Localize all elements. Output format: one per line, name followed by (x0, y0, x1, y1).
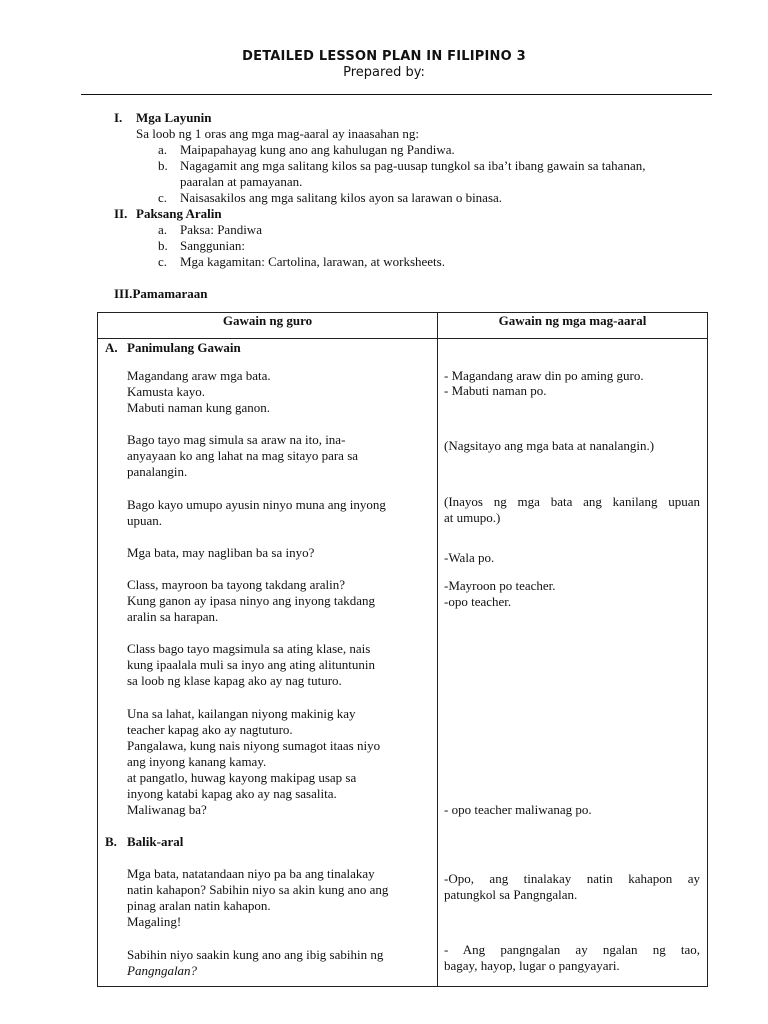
list-item (158, 222, 262, 238)
list-item (158, 142, 455, 158)
teacher-line: Bago kayo umupo ayusin ninyo muna ang inyong (127, 497, 386, 512)
part-a-heading (105, 340, 241, 356)
teacher-line: teacher kapag ako ay nagtuturo. (127, 722, 293, 737)
section-title: Pamamaraan (132, 286, 208, 301)
students-column (438, 339, 708, 987)
student-line: patungkol sa Pangngalan. (444, 887, 578, 902)
student-line: - opo teacher maliwanag po. (444, 802, 592, 817)
teacher-line: kung ipaalala muli sa inyo ang ating alituntunin (127, 657, 376, 672)
teacher-line: aralin sa harapan. (127, 609, 219, 624)
part-label: Balik-aral (127, 834, 184, 849)
student-line: - Mabuti naman po. (444, 383, 547, 398)
teacher-line: Pangalawa, kung nais niyong sumagot itaas niyo (127, 738, 381, 753)
teacher-line: panalangin. (127, 464, 188, 479)
teacher-line: Magandang araw mga bata. (127, 368, 271, 383)
document-title: DETAILED LESSON PLAN IN FILIPINO 3 (242, 49, 526, 64)
list-item-text: Nagagamit ang mga salitang kilos sa pag-uusap tungkol sa iba’t ibang gawain sa tahanan, (180, 158, 646, 173)
teacher-line: Kung ganon ay ipasa ninyo ang inyong takdang (127, 593, 376, 608)
list-item (158, 238, 245, 254)
teacher-line: anyayaan ko ang lahat na mag sitayo para sa (127, 448, 359, 463)
list-item-text: Mga kagamitan: Cartolina, larawan, at worksheets. (180, 254, 445, 269)
section-number: II. (114, 206, 128, 221)
teacher-line: ang inyong kanang kamay. (127, 754, 267, 769)
header-divider (81, 94, 712, 96)
student-line: - Ang pangngalan ay ngalan ng tao, (444, 942, 700, 957)
student-line: (Nagsitayo ang mga bata at nanalangin.) (444, 438, 655, 453)
student-line: bagay, hayop, lugar o pangyayari. (444, 958, 620, 973)
list-marker: c. (158, 254, 168, 269)
student-line: -Wala po. (444, 550, 495, 565)
teacher-line: Magaling! (127, 914, 182, 929)
list-marker: b. (158, 158, 168, 173)
procedure-table (97, 312, 708, 987)
list-item-text: Paksa: Pandiwa (180, 222, 262, 237)
part-marker: A. (105, 340, 118, 355)
list-marker: c. (158, 190, 168, 205)
layunin-intro: Sa loob ng 1 oras ang mga mag-aaral ay inaasahan ng: (136, 126, 420, 141)
teacher-line: Mga bata, natatandaan niyo pa ba ang tinalakay (127, 866, 375, 881)
part-b-heading (105, 834, 183, 850)
teacher-line: inyong katabi kapag ako ay nag sasalita. (127, 786, 337, 801)
column-header-teacher: Gawain ng guro (98, 313, 438, 339)
list-item (158, 158, 645, 174)
teacher-line: Maliwanag ba? (127, 802, 207, 817)
list-marker: b. (158, 238, 168, 253)
section-title: Paksang Aralin (136, 206, 222, 221)
teacher-line: Mabuti naman kung ganon. (127, 400, 270, 415)
list-item (158, 254, 445, 270)
list-item (158, 190, 502, 206)
list-item-text: Naisasakilos ang mga salitang kilos ayon sa larawan o binasa. (180, 190, 503, 205)
teacher-column (98, 339, 438, 987)
list-item-text: Maipapahayag kung ano ang kahulugan ng Pandiwa. (180, 142, 455, 157)
table-row (98, 339, 708, 987)
student-line: (Inayos ng mga bata ang kanilang upuan (444, 494, 700, 509)
part-marker: B. (105, 834, 117, 849)
teacher-line: sa loob ng klase kapag ako ay nag tuturo. (127, 673, 342, 688)
teacher-line: Class bago tayo magsimula sa ating klase, nais (127, 641, 371, 656)
teacher-line: Sabihin niyo saakin kung ano ang ibig sabihin ng (127, 947, 384, 962)
section-number: I. (114, 110, 123, 125)
teacher-line: Una sa lahat, kailangan niyong makinig kay (127, 706, 356, 721)
document-header (0, 49, 768, 81)
section-pamamaraan-heading (114, 286, 208, 302)
teacher-line: Pangngalan? (127, 963, 198, 978)
table-header-row (98, 313, 708, 339)
prepared-by-label: Prepared by: (343, 65, 425, 80)
list-marker: a. (158, 142, 168, 157)
teacher-line: Kamusta kayo. (127, 384, 205, 399)
student-line: -Mayroon po teacher. (444, 578, 556, 593)
teacher-line: pinag aralan natin kahapon. (127, 898, 271, 913)
list-marker: a. (158, 222, 168, 237)
teacher-line: Class, mayroon ba tayong takdang aralin? (127, 577, 346, 592)
student-line: at umupo.) (444, 510, 501, 525)
teacher-line: upuan. (127, 513, 163, 528)
section-paksang-aralin-heading (114, 206, 222, 222)
teacher-line: Mga bata, may nagliban ba sa inyo? (127, 545, 315, 560)
list-item-continuation: paaralan at pamayanan. (180, 174, 303, 189)
student-line: -opo teacher. (444, 594, 512, 609)
teacher-line: natin kahapon? Sabihin niyo sa akin kung ano ang (127, 882, 389, 897)
student-line: - Magandang araw din po aming guro. (444, 368, 644, 383)
list-item-text: Sanggunian: (180, 238, 245, 253)
section-number: III. (114, 286, 133, 301)
student-line: -Opo, ang tinalakay natin kahapon ay (444, 871, 700, 886)
teacher-line: Bago tayo mag simula sa araw na ito, ina- (127, 432, 346, 447)
section-title: Mga Layunin (136, 110, 212, 125)
section-layunin-heading (114, 110, 212, 126)
column-header-students: Gawain ng mga mag-aaral (438, 313, 708, 339)
teacher-line: at pangatlo, huwag kayong makipag usap sa (127, 770, 357, 785)
part-label: Panimulang Gawain (127, 340, 241, 355)
